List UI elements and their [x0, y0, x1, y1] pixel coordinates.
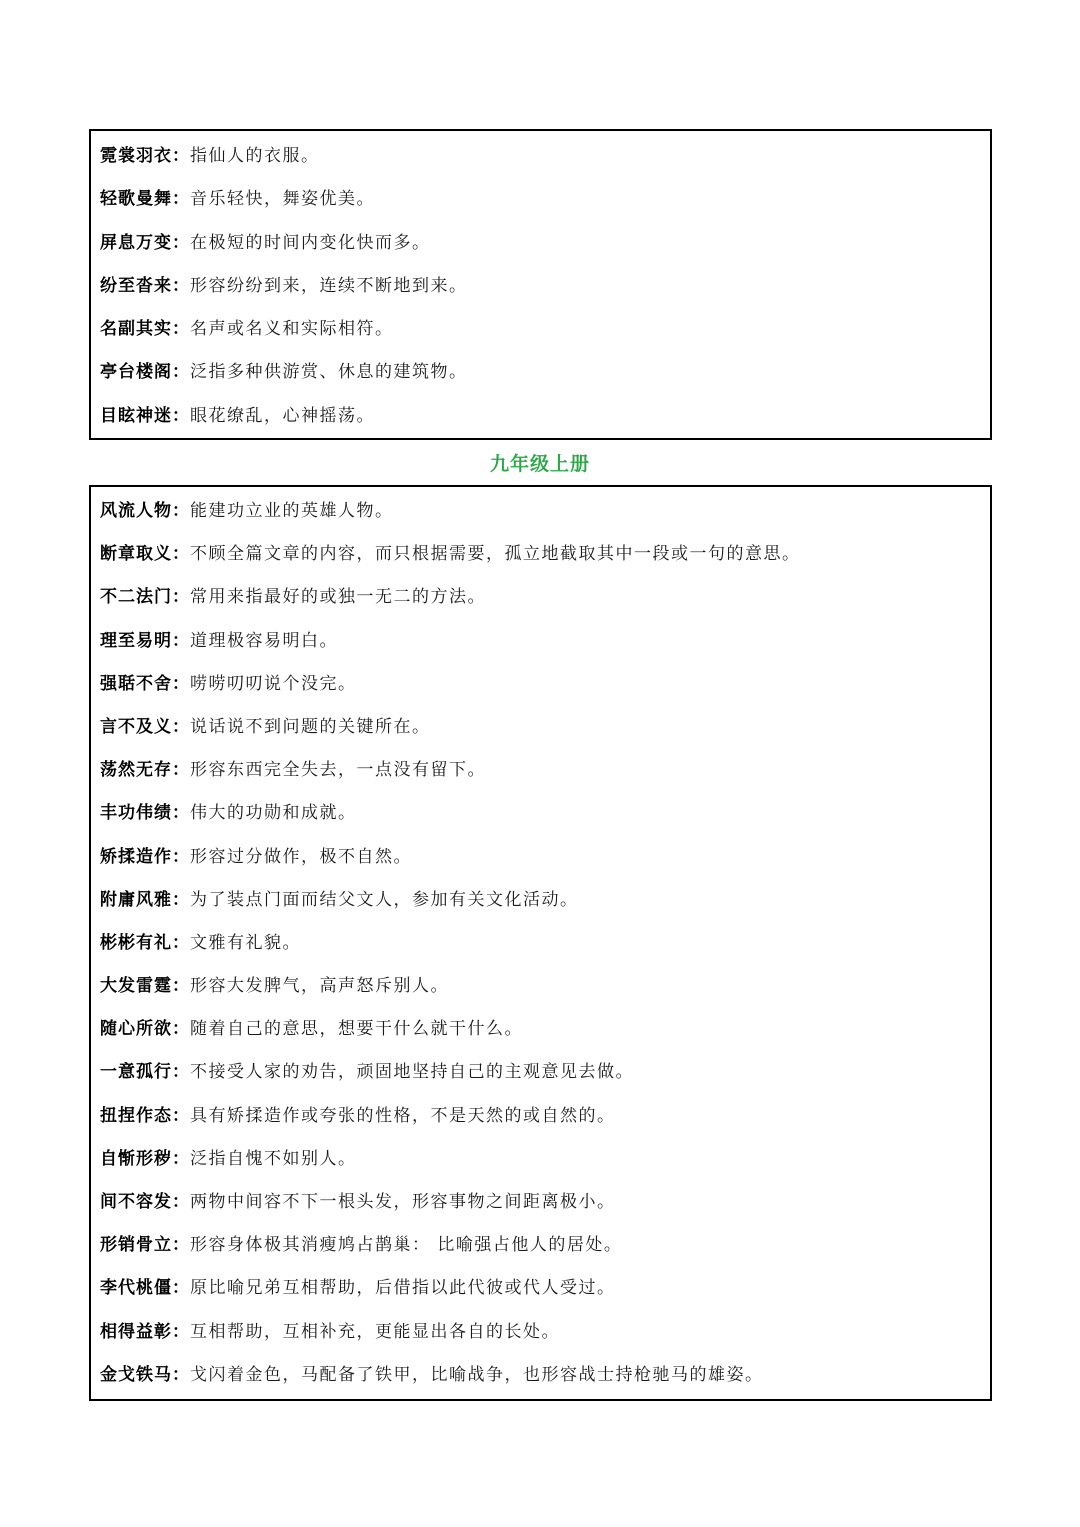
idiom-entry: 扭捏作态：具有矫揉造作或夸张的性格，不是天然的或自然的。: [100, 1105, 616, 1126]
idiom-definition: 形容过分做作，极不自然。: [190, 846, 412, 867]
idiom-term: 亭台楼阁: [100, 362, 172, 383]
idiom-entry: 霓裳羽衣：指仙人的衣服。: [100, 146, 320, 166]
idiom-definition: 形容身体极其消瘦鸠占鹊巢： 比喻强占他人的居处。: [190, 1235, 623, 1256]
idiom-entry: 亭台楼阁：泛指多种供游赏、休息的建筑物。: [100, 362, 468, 383]
idiom-term: 理至易明: [100, 630, 172, 651]
idiom-entry: 金戈铁马：戈闪着金色，马配备了铁甲，比喻战争，也形容战士持枪驰马的雄姿。: [100, 1364, 764, 1385]
idiom-entry: 纷至沓来：形容纷纷到来，连续不断地到来。: [100, 275, 468, 296]
idiom-definition: 随着自己的意思，想要干什么就干什么。: [190, 1019, 523, 1040]
idiom-box-1: [89, 129, 992, 440]
idiom-definition: 唠唠叨叨说个没完。: [190, 673, 357, 694]
idiom-definition: 名声或名义和实际相符。: [190, 319, 394, 340]
idiom-term: 断章取义: [100, 544, 172, 565]
idiom-term: 屏息万变: [100, 232, 172, 253]
idiom-term: 目眩神迷: [100, 405, 172, 426]
idiom-term: 风流人物: [100, 501, 172, 521]
idiom-definition: 互相帮助，互相补充，更能显出各自的长处。: [190, 1321, 560, 1342]
idiom-entry: 自惭形秽：泛指自愧不如别人。: [100, 1148, 357, 1169]
idiom-definition: 说话说不到问题的关键所在。: [190, 716, 431, 737]
idiom-entry: 附庸风雅：为了装点门面而结父文人，参加有关文化活动。: [100, 889, 579, 910]
idiom-entry: 李代桃僵：原比喻兄弟互相帮助，后借指以此代彼或代人受过。: [100, 1278, 616, 1299]
idiom-entry: 屏息万变：在极短的时间内变化快而多。: [100, 232, 431, 253]
idiom-entry: 一意孤行：不接受人家的劝告，顽固地坚持自己的主观意见去做。: [100, 1062, 634, 1083]
idiom-entry: 目眩神迷：眼花缭乱，心神摇荡。: [100, 405, 375, 426]
idiom-term: 一意孤行: [100, 1062, 172, 1083]
idiom-entry: 轻歌曼舞：音乐轻快，舞姿优美。: [100, 189, 375, 210]
idiom-entry: 荡然无存：形容东西完全失去，一点没有留下。: [100, 760, 486, 781]
idiom-term: 纷至沓来: [100, 275, 172, 296]
idiom-term: 不二法门: [100, 587, 172, 608]
idiom-definition: 为了装点门面而结父文人，参加有关文化活动。: [190, 889, 579, 910]
idiom-term: 霓裳羽衣: [100, 146, 172, 166]
idiom-term: 附庸风雅: [100, 889, 172, 910]
idiom-box-2: [89, 485, 992, 1401]
section-title: 九年级上册: [489, 453, 590, 475]
idiom-term: 形销骨立: [100, 1235, 172, 1256]
idiom-term: 名副其实: [100, 319, 172, 340]
idiom-term: 自惭形秽: [100, 1148, 172, 1169]
idiom-term: 金戈铁马: [100, 1364, 172, 1385]
idiom-definition: 泛指自愧不如别人。: [190, 1148, 357, 1169]
idiom-definition: 道理极容易明白。: [190, 630, 338, 651]
idiom-definition: 戈闪着金色，马配备了铁甲，比喻战争，也形容战士持枪驰马的雄姿。: [190, 1364, 764, 1385]
idiom-definition: 形容纷纷到来，连续不断地到来。: [190, 275, 468, 296]
idiom-entry: 不二法门：常用来指最好的或独一无二的方法。: [100, 587, 486, 608]
idiom-term: 荡然无存: [100, 760, 172, 781]
idiom-entry: 言不及义：说话说不到问题的关键所在。: [100, 716, 431, 737]
idiom-definition: 能建功立业的英雄人物。: [190, 501, 394, 521]
idiom-term: 矫揉造作: [100, 846, 172, 867]
idiom-entry: 理至易明：道理极容易明白。: [100, 630, 338, 651]
idiom-definition: 在极短的时间内变化快而多。: [190, 232, 431, 253]
idiom-definition: 不接受人家的劝告，顽固地坚持自己的主观意见去做。: [190, 1062, 634, 1083]
idiom-definition: 两物中间容不下一根头发，形容事物之间距离极小。: [190, 1192, 616, 1212]
idiom-term: 间不容发: [100, 1192, 172, 1212]
idiom-term: 李代桃僵: [100, 1278, 172, 1299]
idiom-entry: 风流人物：能建功立业的英雄人物。: [100, 501, 394, 521]
idiom-definition: 伟大的功勋和成就。: [190, 803, 357, 824]
idiom-entry: 断章取义：不顾全篇文章的内容，而只根据需要，孤立地截取其中一段或一句的意思。: [100, 544, 801, 565]
idiom-entry: 名副其实：名声或名义和实际相符。: [100, 319, 394, 340]
idiom-entry: 矫揉造作：形容过分做作，极不自然。: [100, 846, 412, 867]
idiom-definition: 不顾全篇文章的内容，而只根据需要，孤立地截取其中一段或一句的意思。: [190, 544, 801, 565]
idiom-definition: 音乐轻快，舞姿优美。: [190, 189, 375, 210]
idiom-entry: 间不容发：两物中间容不下一根头发，形容事物之间距离极小。: [100, 1192, 616, 1212]
idiom-entry: 随心所欲：随着自己的意思，想要干什么就干什么。: [100, 1019, 523, 1040]
idiom-term: 随心所欲: [100, 1019, 172, 1040]
idiom-entry: 相得益彰：互相帮助，互相补充，更能显出各自的长处。: [100, 1321, 560, 1342]
idiom-definition: 泛指多种供游赏、休息的建筑物。: [190, 362, 468, 383]
idiom-definition: 眼花缭乱，心神摇荡。: [190, 405, 375, 426]
idiom-term: 强聒不舍: [100, 673, 172, 694]
idiom-definition: 形容东西完全失去，一点没有留下。: [190, 760, 486, 781]
idiom-term: 相得益彰: [100, 1321, 172, 1342]
idiom-entry: 形销骨立：形容身体极其消瘦鸠占鹊巢： 比喻强占他人的居处。: [100, 1235, 623, 1256]
idiom-entry: 丰功伟绩：伟大的功勋和成就。: [100, 803, 357, 824]
idiom-entry: 大发雷霆：形容大发脾气，高声怒斥别人。: [100, 976, 449, 997]
idiom-definition: 常用来指最好的或独一无二的方法。: [190, 587, 486, 608]
idiom-term: 扭捏作态: [100, 1105, 172, 1126]
idiom-definition: 原比喻兄弟互相帮助，后借指以此代彼或代人受过。: [190, 1278, 616, 1299]
idiom-term: 言不及义: [100, 716, 172, 737]
idiom-term: 彬彬有礼: [100, 932, 172, 953]
idiom-term: 大发雷霆: [100, 976, 172, 997]
idiom-definition: 具有矫揉造作或夸张的性格，不是天然的或自然的。: [190, 1105, 616, 1126]
idiom-entry: 彬彬有礼：文雅有礼貌。: [100, 932, 301, 953]
idiom-entry: 强聒不舍：唠唠叨叨说个没完。: [100, 673, 357, 694]
idiom-definition: 指仙人的衣服。: [190, 146, 320, 166]
idiom-term: 丰功伟绩: [100, 803, 172, 824]
idiom-definition: 形容大发脾气，高声怒斥别人。: [190, 976, 449, 997]
idiom-definition: 文雅有礼貌。: [190, 932, 301, 953]
idiom-term: 轻歌曼舞: [100, 189, 172, 210]
